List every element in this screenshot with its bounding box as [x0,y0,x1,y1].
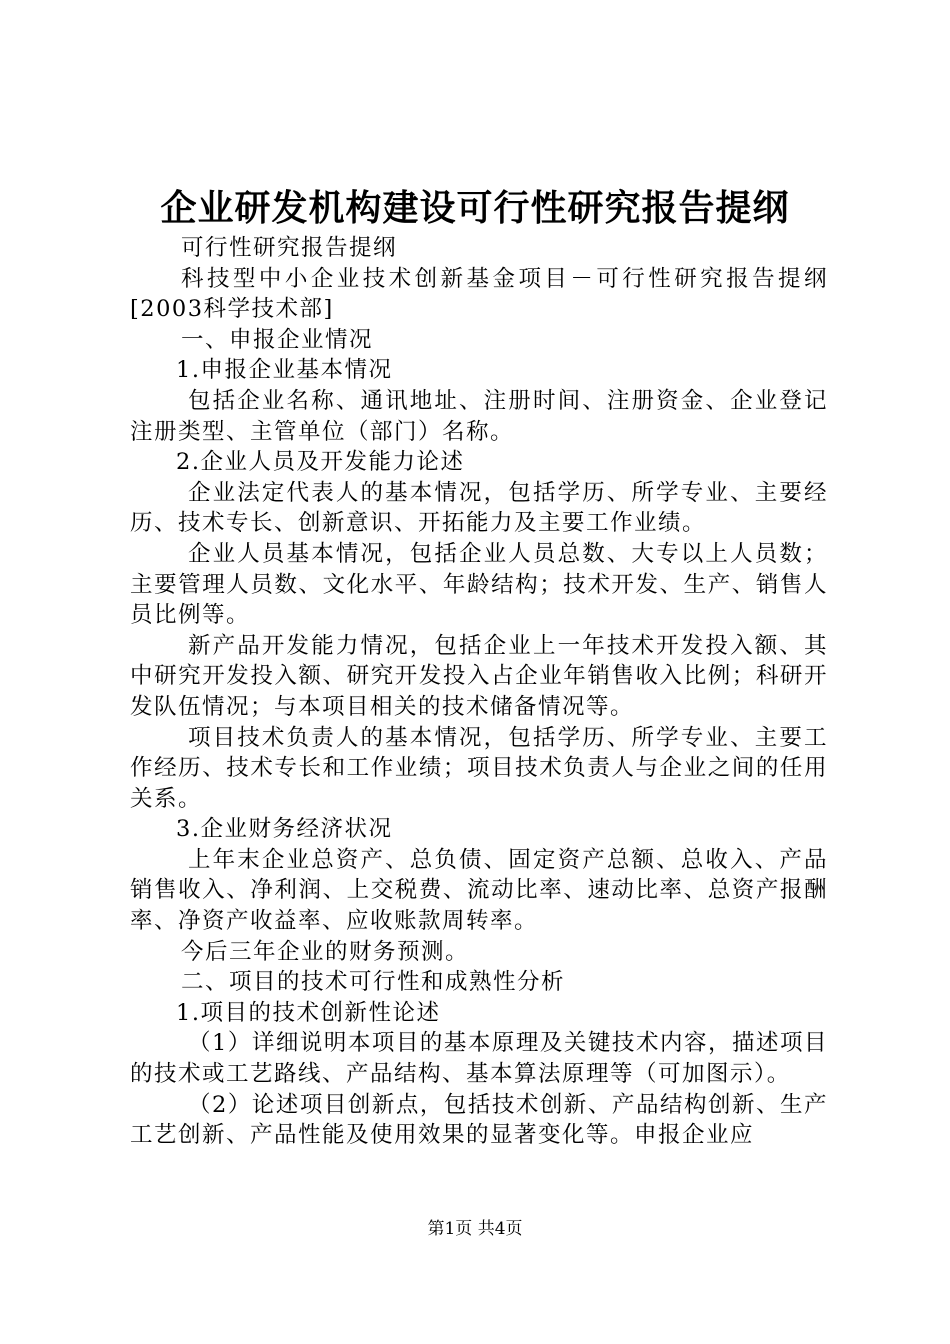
paragraph: （2）论述项目创新点，包括技术创新、产品结构创新、生产工艺创新、产品性能及使用效果的显著变化等。申报企业应 [130,1091,828,1149]
paragraph: 企业法定代表人的基本情况，包括学历、所学专业、主要经历、技术专长、创新意识、开拓能力及主要工作业绩。 [130,479,828,537]
paragraph: 今后三年企业的财务预测。 [181,938,470,965]
subsection-heading-1-2: 2.企业人员及开发能力论述 [176,449,465,476]
document-body [130,233,828,1151]
paragraph: 上年末企业总资产、总负债、固定资产总额、总收入、产品销售收入、净利润、上交税费、流动比率、速动比率、总资产报酬率、净资产收益率、应收账款周转率。 [130,846,828,935]
paragraph: 新产品开发能力情况，包括企业上一年技术开发投入额、其中研究开发投入额、研究开发投入占企业年销售收入比例；科研开发队伍情况；与本项目相关的技术储备情况等。 [130,632,828,720]
paragraph: （1）详细说明本项目的基本原理及关键技术内容，描述项目的技术或工艺路线、产品结构、基本算法原理等（可加图示）。 [130,1030,828,1088]
paragraph: 企业人员基本情况，包括企业人员总数、大专以上人员数；主要管理人员数、文化水平、年龄结构；技术开发、生产、销售人员比例等。 [130,540,828,629]
subsection-heading-2-1: 1.项目的技术创新性论述 [176,999,441,1026]
page-footer: 第1页 共4页 [427,1219,523,1239]
subsection-heading-1-3: 3.企业财务经济状况 [176,816,393,843]
paragraph-fund-title: 科技型中小企业技术创新基金项目－可行性研究报告提纲[2003科学技术部] [130,265,828,323]
document-title: 企业研发机构建设可行性研究报告提纲 [160,187,790,229]
section-heading-2: 二、项目的技术可行性和成熟性分析 [181,969,566,996]
section-heading-1: 一、申报企业情况 [181,326,374,353]
paragraph: 项目技术负责人的基本情况，包括学历、所学专业、主要工作经历、技术专长和工作业绩；项目技术负责人与企业之间的任用关系。 [130,724,828,812]
subsection-heading-1-1: 1.申报企业基本情况 [176,357,393,384]
paragraph: 包括企业名称、通讯地址、注册时间、注册资金、企业登记注册类型、主管单位（部门）名称。 [130,387,828,445]
paragraph-subtitle: 可行性研究报告提纲 [181,235,398,261]
